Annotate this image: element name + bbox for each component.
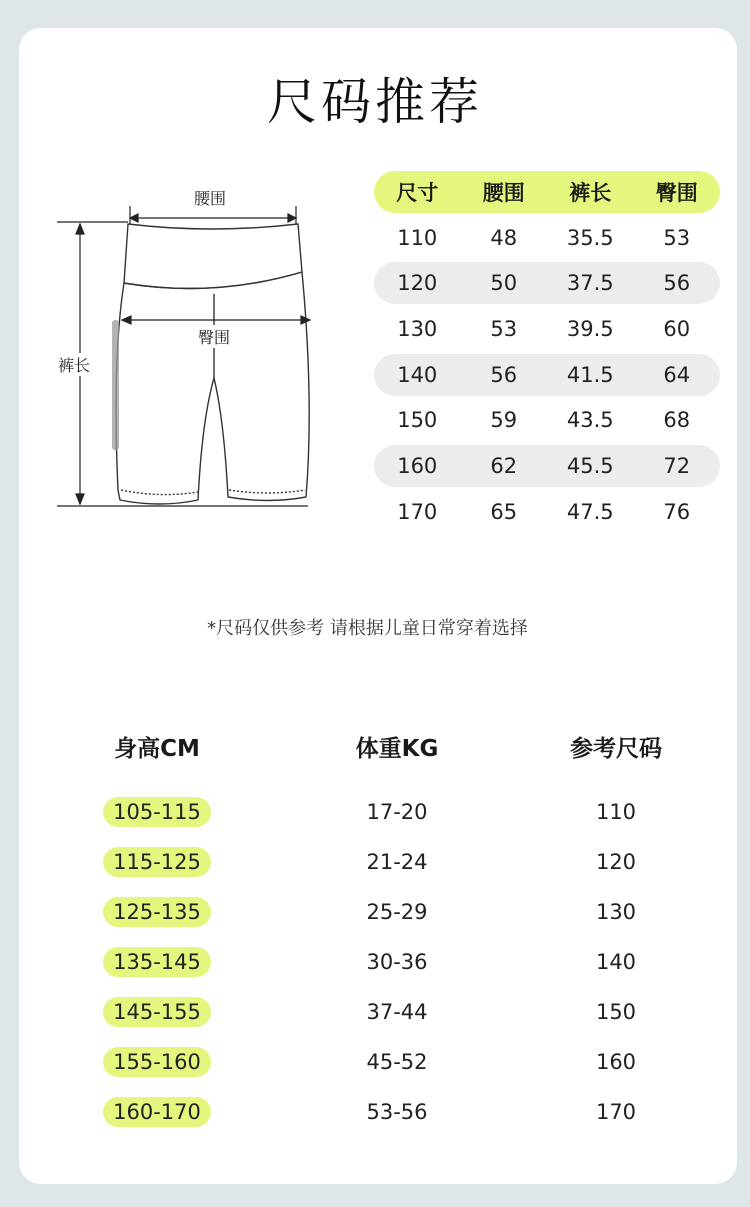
size-table-header: [374, 171, 720, 213]
header-weight: 体重KG: [355, 736, 439, 762]
size-cell: 170: [595, 1100, 637, 1124]
cell-size: 130: [397, 317, 438, 342]
cell-size: 110: [397, 225, 438, 250]
table-row: [374, 491, 720, 533]
cell-size: 150: [397, 408, 438, 433]
cell-hip: 64: [663, 362, 691, 387]
cell-size: 160: [397, 454, 438, 479]
table-row: [0, 1047, 750, 1079]
cell-waist: 56: [490, 362, 518, 387]
table-row: [374, 217, 720, 259]
header-waist: 腰围: [482, 181, 525, 205]
cell-waist: 50: [490, 271, 518, 296]
cell-waist: 65: [490, 499, 518, 524]
height-pill: 160-170: [103, 1097, 211, 1127]
weight-cell: 17-20: [366, 800, 428, 824]
size-cell: 150: [595, 1000, 637, 1024]
hip-label: 臀围: [196, 325, 232, 348]
cell-hip: 76: [663, 499, 691, 524]
table-row: [374, 262, 720, 304]
size-note: *尺码仅供参考 请根据儿童日常穿着选择: [207, 618, 528, 639]
size-cell: 160: [595, 1050, 637, 1074]
size-cell: 130: [595, 900, 637, 924]
header-height: 身高CM: [114, 736, 200, 762]
waist-label: 腰围: [194, 189, 227, 208]
table-row: [0, 947, 750, 979]
height-pill: 155-160: [103, 1047, 211, 1077]
height-pill: 105-115: [103, 797, 211, 827]
cell-length: 47.5: [566, 499, 614, 524]
cell-length: 39.5: [566, 317, 614, 342]
weight-cell: 21-24: [366, 850, 428, 874]
size-cell: 140: [595, 950, 637, 974]
cell-length: 41.5: [566, 362, 614, 387]
header-size: 尺寸: [396, 181, 439, 205]
cell-waist: 62: [490, 454, 518, 479]
cell-length: 45.5: [566, 454, 614, 479]
table-row: [374, 354, 720, 396]
weight-cell: 37-44: [366, 1000, 428, 1024]
height-pill: 125-135: [103, 897, 211, 927]
length-label: 裤长: [58, 353, 90, 376]
table-row: [374, 445, 720, 487]
weight-cell: 53-56: [366, 1100, 428, 1124]
size-cell: 120: [595, 850, 637, 874]
cell-waist: 59: [490, 408, 518, 433]
header-hip: 臀围: [655, 181, 698, 205]
page-title: 尺码推荐: [267, 73, 483, 131]
header-length: 裤长: [569, 181, 612, 205]
weight-cell: 25-29: [366, 900, 428, 924]
cell-size: 120: [397, 271, 438, 296]
cell-hip: 72: [663, 454, 691, 479]
size-table: [374, 171, 720, 533]
cell-waist: 48: [490, 225, 518, 250]
cell-hip: 60: [663, 317, 691, 342]
table-row: [0, 897, 750, 929]
table-row: [0, 997, 750, 1029]
cell-size: 170: [397, 499, 438, 524]
cell-length: 43.5: [566, 408, 614, 433]
table-row: [0, 847, 750, 879]
height-pill: 135-145: [103, 947, 211, 977]
table-row: [374, 399, 720, 441]
size-cell: 110: [595, 800, 637, 824]
cell-hip: 53: [663, 225, 691, 250]
table-row: [0, 1097, 750, 1129]
cell-waist: 53: [490, 317, 518, 342]
table-row: [0, 797, 750, 829]
height-pill: 145-155: [103, 997, 211, 1027]
cell-hip: 56: [663, 271, 691, 296]
height-pill: 115-125: [103, 847, 211, 877]
cell-hip: 68: [663, 408, 691, 433]
cell-length: 37.5: [566, 271, 614, 296]
header-ref-size: 参考尺码: [570, 736, 662, 762]
cell-length: 35.5: [566, 225, 614, 250]
table-row: [374, 308, 720, 350]
cell-size: 140: [397, 362, 438, 387]
weight-cell: 30-36: [366, 950, 428, 974]
weight-cell: 45-52: [366, 1050, 428, 1074]
